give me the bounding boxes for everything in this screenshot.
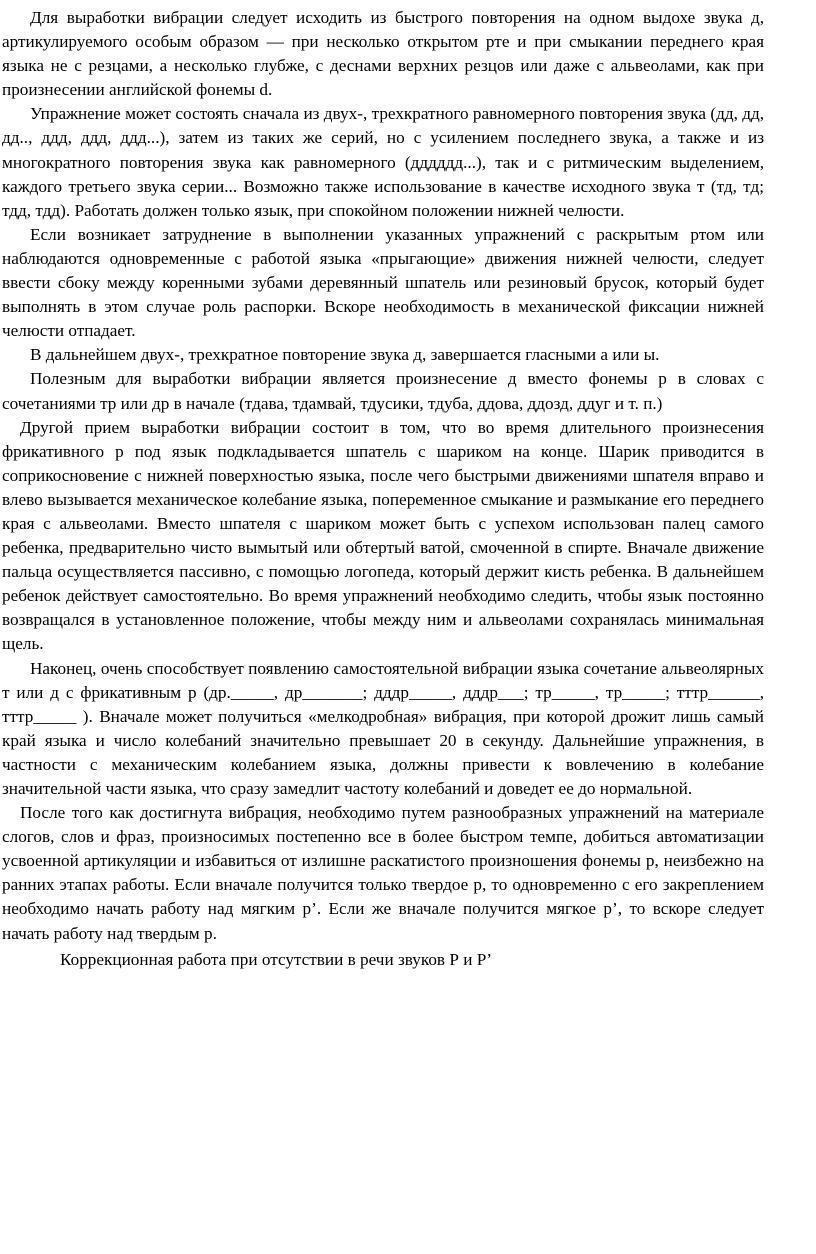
paragraph-alveolar-combination: Наконец, очень способствует появлению самостоятельной вибрации языка сочетание альвеолярных т или д с фрикативным р (др._____, др_______; дддр_____, дддр___; тр_____, тр_____; тттр______, тттр_____ ). Вначале может получиться «мелкодробная» вибрация, при которой дрожит лишь самый край языка и число колебаний значительно превышает 20 в секунду. Дальнейшие упражнения, в частности с механическим колебанием языка, должны привести к вовлечению в колебание значительной части языка, что сразу замедлит частоту колебаний и доведет ее до нормальной. — [2, 658, 764, 798]
paragraph-spatula-method: Другой прием выработки вибрации состоит в том, что во время длительного произнесения фрикативного р под язык подкладывается шпатель с шариком на конце. Шарик приводится в соприкосновение с нижней поверхностью языка, после чего быстрыми движениями шпателя вправо и влево вызывается механическое колебание языка, попеременное смыкание и размыкание его переднего края с альвеолами. Вместо шпателя с шариком может быть с успехом использован палец самого ребенка, предварительно чисто вымытый или обтертый ватой, смоченной в спирте. Вначале движение пальца осуществляется пассивно, с помощью логопеда, который держит кисть ребенка. В дальнейшем ребенок действует самостоятельно. Во время упражнений необходимо следить, чтобы язык постоянно возвращался в установленное положение, чтобы между ним и альвеолами сохранялась минимальная щель. — [2, 417, 764, 654]
paragraph-word-substitution: Полезным для выработки вибрации является произнесение д вместо фонемы р в словах с сочетаниями тр или др в начале (тдава, тдамвай, тдусики, тдуба, ддова, ддозд, ддуг и т. п.) — [2, 369, 764, 413]
paragraph-jaw-fixation: Если возникает затруднение в выполнении указанных упражнений с раскрытым ртом или наблюдаются одновременные с работой языка «прыгающие» движения нижней челюсти, следует ввести сбоку между коренными зубами деревянный шпатель или резиновый брусок, который будет выполнять в этом случае роль распорки. Вскоре необходимость в механической фиксации нижней челюсти отпадает. — [2, 224, 764, 341]
paragraph-vowel-ending: В дальнейшем двух-, трехкратное повторение звука д, завершается гласными а или ы. — [30, 345, 660, 365]
paragraph-automation: После того как достигнута вибрация, необходимо путем разнообразных упражнений на материале слогов, слов и фраз, произносимых постепенно все в более быстром темпе, добиться автоматизации усвоенной артикуляции и избавиться от излишне раскатистого произношения фонемы р, неизбежно на ранних этапах работы. Если вначале получится только твердое р, то одновременно с его закреплением необходимо начать работу над мягким р’. Если же вначале получится мягкое р’, то вскоре следует начать работу над твердым р. — [2, 803, 764, 943]
paragraph-exercise-series: Упражнение может состоять сначала из двух-, трехкратного равномерного повторения звука (дд, дд, дд.., ддд, ддд, ддд...), затем из таких же серий, но с усилением последнего звука, а также и из многократного повторения звука как равномерного (дддддд...), так и с ритмическим выделением, каждого третьего звука серии... Возможно также использование в качестве исходного звука т (тд, тд; тдд, тдд). Работать должен только язык, при спокойном положении нижней челюсти. — [2, 104, 764, 220]
paragraph-vibration-basics: Для выработки вибрации следует исходить из быстрого повторения на одном выдохе звука д, артикулируемого особым образом — при несколько открытом рте и при смыкании переднего края языка не с резцами, а несколько глубже, с деснами верхних резцов или даже с альвеолами, как при произнесении английской фонемы d. — [2, 8, 764, 100]
section-heading: Коррекционная работа при отсутствии в речи звуков Р и Р’ — [60, 949, 492, 969]
